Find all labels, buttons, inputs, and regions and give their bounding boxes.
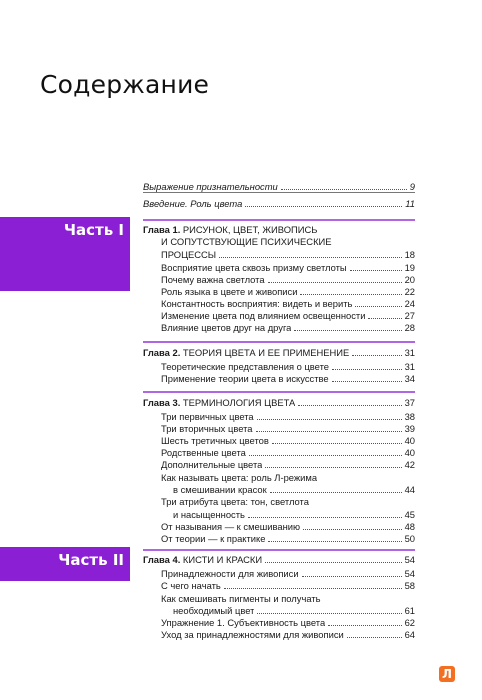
entry-title: Введение. Роль цвета: [143, 198, 243, 209]
toc-entry[interactable]: Принадлежности для живописи 54: [161, 568, 415, 579]
toc-entry[interactable]: Влияние цветов друг на друга 28: [161, 322, 415, 333]
part-1-box: Часть I: [0, 217, 130, 291]
chapter-1-title-line-2: И СОПУТСТВУЮЩИЕ ПСИХИЧЕСКИЕ: [161, 236, 332, 247]
toc-entry[interactable]: Применение теории цвета в искусстве 34: [161, 373, 415, 384]
entry-title: Выражение признательности: [143, 181, 278, 192]
toc-entry[interactable]: Родственные цвета 40: [161, 447, 415, 458]
toc-entry-introduction[interactable]: [143, 198, 415, 209]
front-divider: [143, 192, 415, 193]
toc-entry[interactable]: Дополнительные цвета 42: [161, 459, 415, 470]
toc-entry[interactable]: Как смешивать пигменты и получать: [161, 593, 321, 604]
chapter-4-divider: [143, 549, 415, 551]
chapter-2-divider: [143, 341, 415, 343]
toc-entry[interactable]: Три первичных цвета 38: [161, 411, 415, 422]
toc-entry[interactable]: Три атрибута цвета: тон, светлота: [161, 496, 309, 507]
toc-entry[interactable]: Шесть третичных цветов 40: [161, 435, 415, 446]
toc-entry[interactable]: От называния — к смешиванию 48: [161, 521, 415, 532]
chapter-title: РИСУНОК, ЦВЕТ, ЖИВОПИСЬ: [182, 224, 318, 235]
toc-entry-continued[interactable]: необходимый цвет 61: [173, 605, 415, 616]
toc-entry[interactable]: С чего начать 58: [161, 580, 415, 591]
toc-entry[interactable]: Почему важна светлота 20: [161, 274, 415, 285]
chapter-1-divider: [143, 219, 415, 221]
entry-page: 18: [404, 249, 415, 260]
toc-entry-continued[interactable]: в смешивании красок 44: [173, 484, 415, 495]
publisher-logo-icon: Л: [439, 666, 455, 682]
toc-entry-continued[interactable]: и насыщенность 45: [173, 509, 415, 520]
part-2-box: Часть II: [0, 547, 130, 581]
toc-entry[interactable]: Теоретические представления о цвете 31: [161, 361, 415, 372]
chapter-label: Глава 1.: [143, 224, 181, 235]
chapter-2-title[interactable]: Глава 2. ТЕОРИЯ ЦВЕТА И ЕЕ ПРИМЕНЕНИЕ 31: [143, 347, 415, 358]
toc-entry[interactable]: Восприятие цвета сквозь призму светлоты 19: [161, 262, 415, 273]
toc-entry[interactable]: Упражнение 1. Субъективность цвета 62: [161, 617, 415, 628]
entry-page: 9: [409, 181, 415, 192]
chapter-3-title[interactable]: Глава 3. ТЕРМИНОЛОГИЯ ЦВЕТА 37: [143, 397, 415, 408]
chapter-1-title-line-3[interactable]: ПРОЦЕССЫ 18: [161, 249, 415, 260]
toc-entry-acknowledgements[interactable]: [143, 181, 415, 192]
toc-entry[interactable]: Как называть цвета: роль Л-режима: [161, 472, 318, 483]
toc-entry[interactable]: Изменение цвета под влиянием освещенности 27: [161, 310, 415, 321]
toc-entry[interactable]: От теории — к практике 50: [161, 533, 415, 544]
toc-entry[interactable]: Роль языка в цвете и живописи 22: [161, 286, 415, 297]
toc-entry[interactable]: Уход за принадлежностями для живописи 64: [161, 629, 415, 640]
entry-page: 11: [405, 198, 415, 209]
chapter-3-divider: [143, 391, 415, 393]
page-title: Содержание: [40, 70, 210, 99]
chapter-4-title[interactable]: Глава 4. КИСТИ И КРАСКИ 54: [143, 554, 415, 565]
toc-entry[interactable]: Константность восприятия: видеть и верить 24: [161, 298, 415, 309]
toc-entry[interactable]: Три вторичных цвета 39: [161, 423, 415, 434]
chapter-1-title-line-1[interactable]: [143, 224, 415, 235]
